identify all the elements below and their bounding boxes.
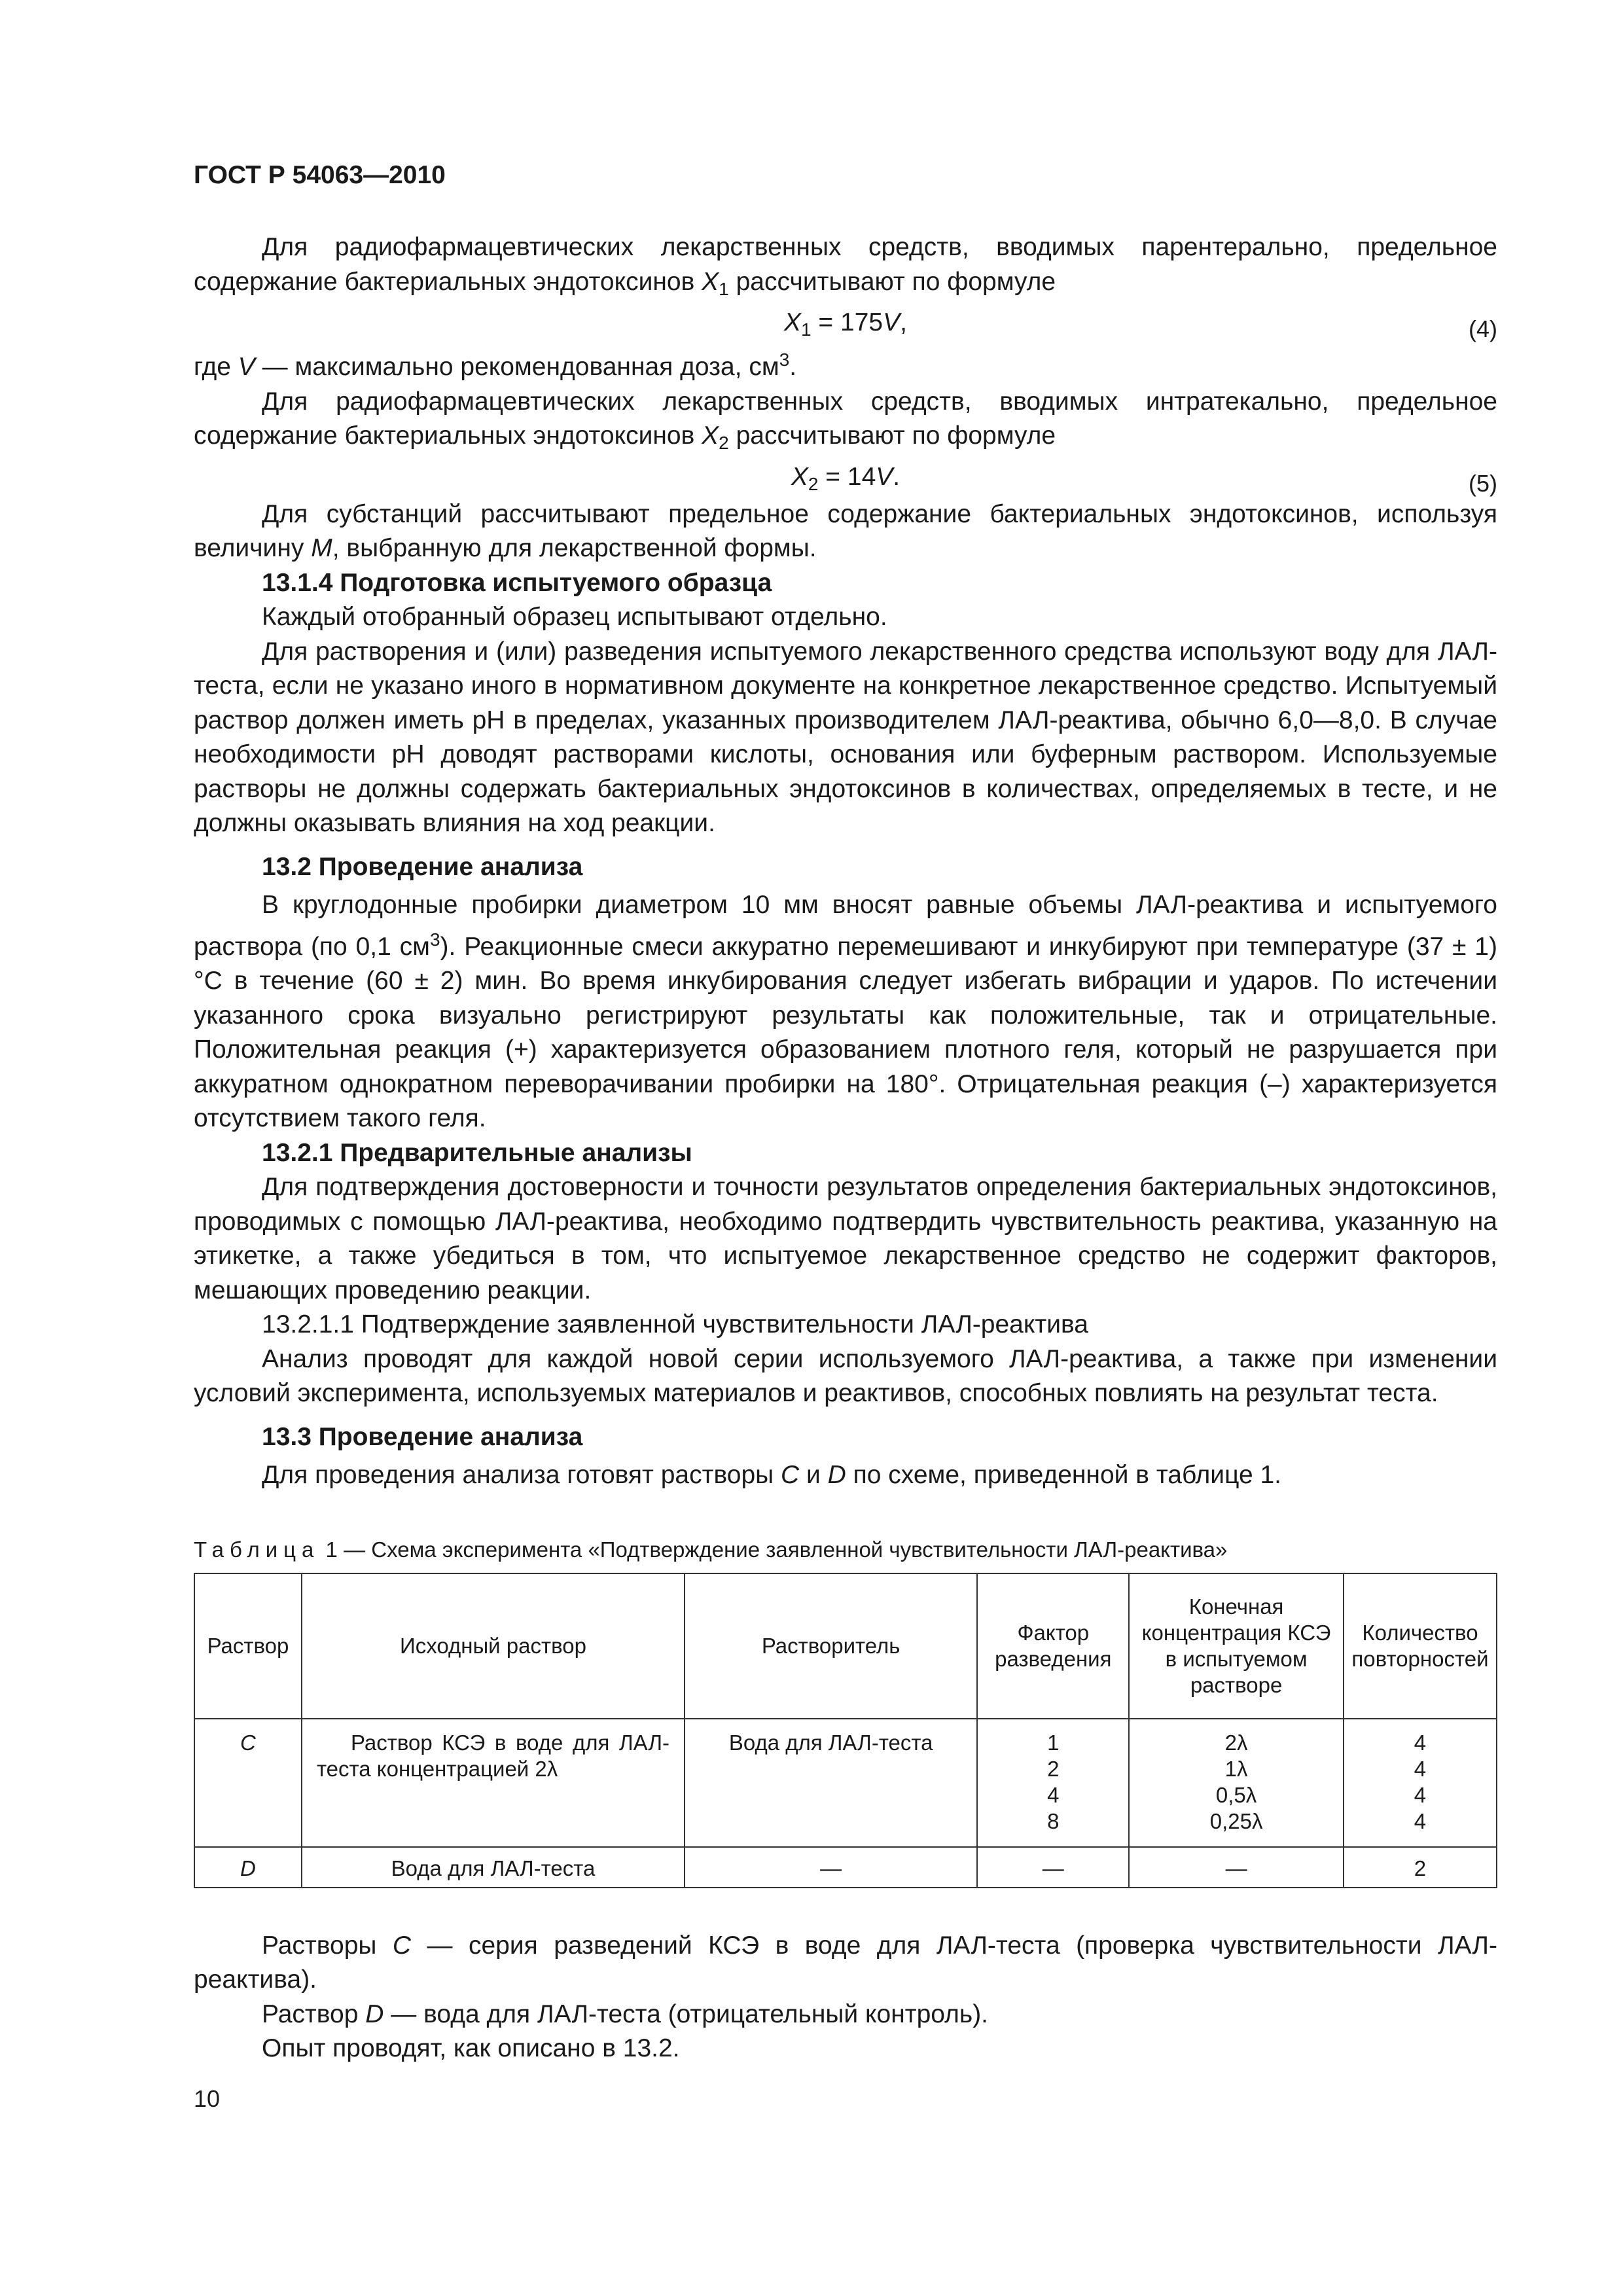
paragraph-analysis: В круглодонные пробирки диаметром 10 мм вносят равные объемы ЛАЛ-реактива и испытуемого раствора (по 0,1 $см^3$). Реакционные смеси аккуратно перемешивают и инкубируют при температуре (37 ± 1) °С в течение (60 ± 2) мин. Во время инкубирования следует избегать вибрации и ударов. По истечении указанного срока визуально регистрируют результаты как положительные, так и отрицательные. Положительная реакция (+) характеризуется образованием плотного геля, который не разрушается при аккуратном однократном переворачивании пробирки на 180°. Отрицательная реакция (–) характеризуется отсутствием такого геля.	[194, 891, 1497, 1132]
table-cell: —	[685, 1847, 977, 1888]
column-header: Фактор разведения	[977, 1573, 1129, 1719]
formula-4: $X_1 = 175V$, (4)	[194, 306, 1497, 350]
table-row	[194, 1719, 1497, 1847]
column-header: Исходный раствор	[302, 1573, 685, 1719]
document-body	[194, 230, 1497, 2066]
table-cell: Вода для ЛАЛ-теста	[685, 1719, 977, 1847]
paragraph-new-series: Анализ проводят для каждой новой серии используемого ЛАЛ-реактива, а также при изменении условий эксперимента, используемых материалов и реактивов, способных повлиять на результат теста.	[194, 1344, 1497, 1407]
paragraph-intrathecal: Для радиофармацевтических лекарственных средств, вводимых интратекально, предельное содержание бактериальных эндотоксинов $X_2$ рассчитывают по формуле	[194, 387, 1497, 453]
table-cell: —	[977, 1847, 1129, 1888]
table-cell: Раствор КСЭ в воде для ЛАЛ-теста концентрацией 2λ	[302, 1719, 685, 1847]
table-header-row	[194, 1573, 1497, 1719]
paragraph-parenteral: Для радиофармацевтических лекарственных средств, вводимых парентерально, предельное содержание бактериальных эндотоксинов $X_1$ рассчитывают по формуле	[194, 233, 1497, 299]
paragraph-experiment: Опыт проводят, как описано в 13.2.	[262, 2034, 680, 2062]
column-header: Растворитель	[685, 1573, 977, 1719]
paragraph-substances: Для субстанций рассчитывают предельное содержание бактериальных эндотоксинов, используя величину M, выбранную для лекарственной формы.	[194, 499, 1497, 562]
formula-number: (4)	[1469, 315, 1497, 342]
formula-number: (5)	[1469, 469, 1497, 497]
column-header: Количество повторностей	[1344, 1573, 1497, 1719]
table-cell: Вода для ЛАЛ-теста	[302, 1847, 685, 1888]
column-header: Конечная концентрация КСЭ в испытуемом растворе	[1129, 1573, 1344, 1719]
page-number: 10	[194, 2085, 221, 2112]
heading-13-2-1: 13.2.1 Предварительные анализы	[262, 1138, 692, 1167]
paragraph-solution-d: Раствор D — вода для ЛАЛ-теста (отрицательный контроль).	[262, 2000, 989, 2028]
heading-13-1-4: 13.1.4 Подготовка испытуемого образца	[262, 568, 772, 597]
column-header: Раствор	[194, 1573, 302, 1719]
paragraph-13-2-1-1: 13.2.1.1 Подтверждение заявленной чувствительности ЛАЛ-реактива	[262, 1310, 1088, 1338]
table-cell: —	[1129, 1847, 1344, 1888]
table-row	[194, 1847, 1497, 1888]
table-cell: 2	[1344, 1847, 1497, 1888]
paragraph-preliminary: Для подтверждения достоверности и точности результатов определения бактериальных эндотоксинов, проводимых с помощью ЛАЛ-реактива, необходимо подтвердить чувствительность реактива, указанную на этикетке, а также убедиться в том, что испытуемое лекарственное средство не содержит факторов, мешающих проведению реакции.	[194, 1173, 1497, 1304]
paragraph-dissolution: Для растворения и (или) разведения испытуемого лекарственного средства используют воду для ЛАЛ-теста, если не указано иного в нормативном документе на конкретное лекарственное средство. Испытуемый раствор должен иметь pH в пределах, указанных производителем ЛАЛ-реактива, обычно 6,0—8,0. В случае необходимости pH доводят растворами кислоты, основания или буферным раствором. Используемые растворы не должны содержать бактериальных эндотоксинов в количествах, определяемых в тесте, и не должны оказывать влияния на ход реакции.	[194, 637, 1497, 837]
paragraph-solutions-c: Растворы C — серия разведений КСЭ в воде для ЛАЛ-теста (проверка чувствительности ЛАЛ-реактива).	[194, 1931, 1497, 1994]
table-cell: 2λ 1λ 0,5λ 0,25λ	[1129, 1719, 1344, 1847]
paragraph-sample: Каждый отобранный образец испытывают отдельно.	[262, 603, 887, 631]
document-header: ГОСТ Р 54063—2010	[194, 161, 446, 189]
heading-13-3: 13.3 Проведение анализа	[262, 1422, 583, 1451]
formula-5: $X_2 = 14V$. (5)	[194, 461, 1497, 504]
experiment-table	[194, 1573, 1497, 1888]
table-cell: C	[194, 1719, 302, 1847]
table-cell: 4 4 4 4	[1344, 1719, 1497, 1847]
formula-where: где V — максимально рекомендованная доза, $см^3$.	[194, 350, 797, 381]
table-cell: 1 2 4 8	[977, 1719, 1129, 1847]
paragraph-solutions: Для проведения анализа готовят растворы C и D по схеме, приведенной в таблице 1.	[262, 1461, 1282, 1489]
table-caption: Таблица 1 — Схема эксперимента «Подтверждение заявленной чувствительности ЛАЛ-реактива»	[194, 1537, 1228, 1562]
table-cell: D	[194, 1847, 302, 1888]
heading-13-2: 13.2 Проведение анализа	[262, 852, 583, 881]
